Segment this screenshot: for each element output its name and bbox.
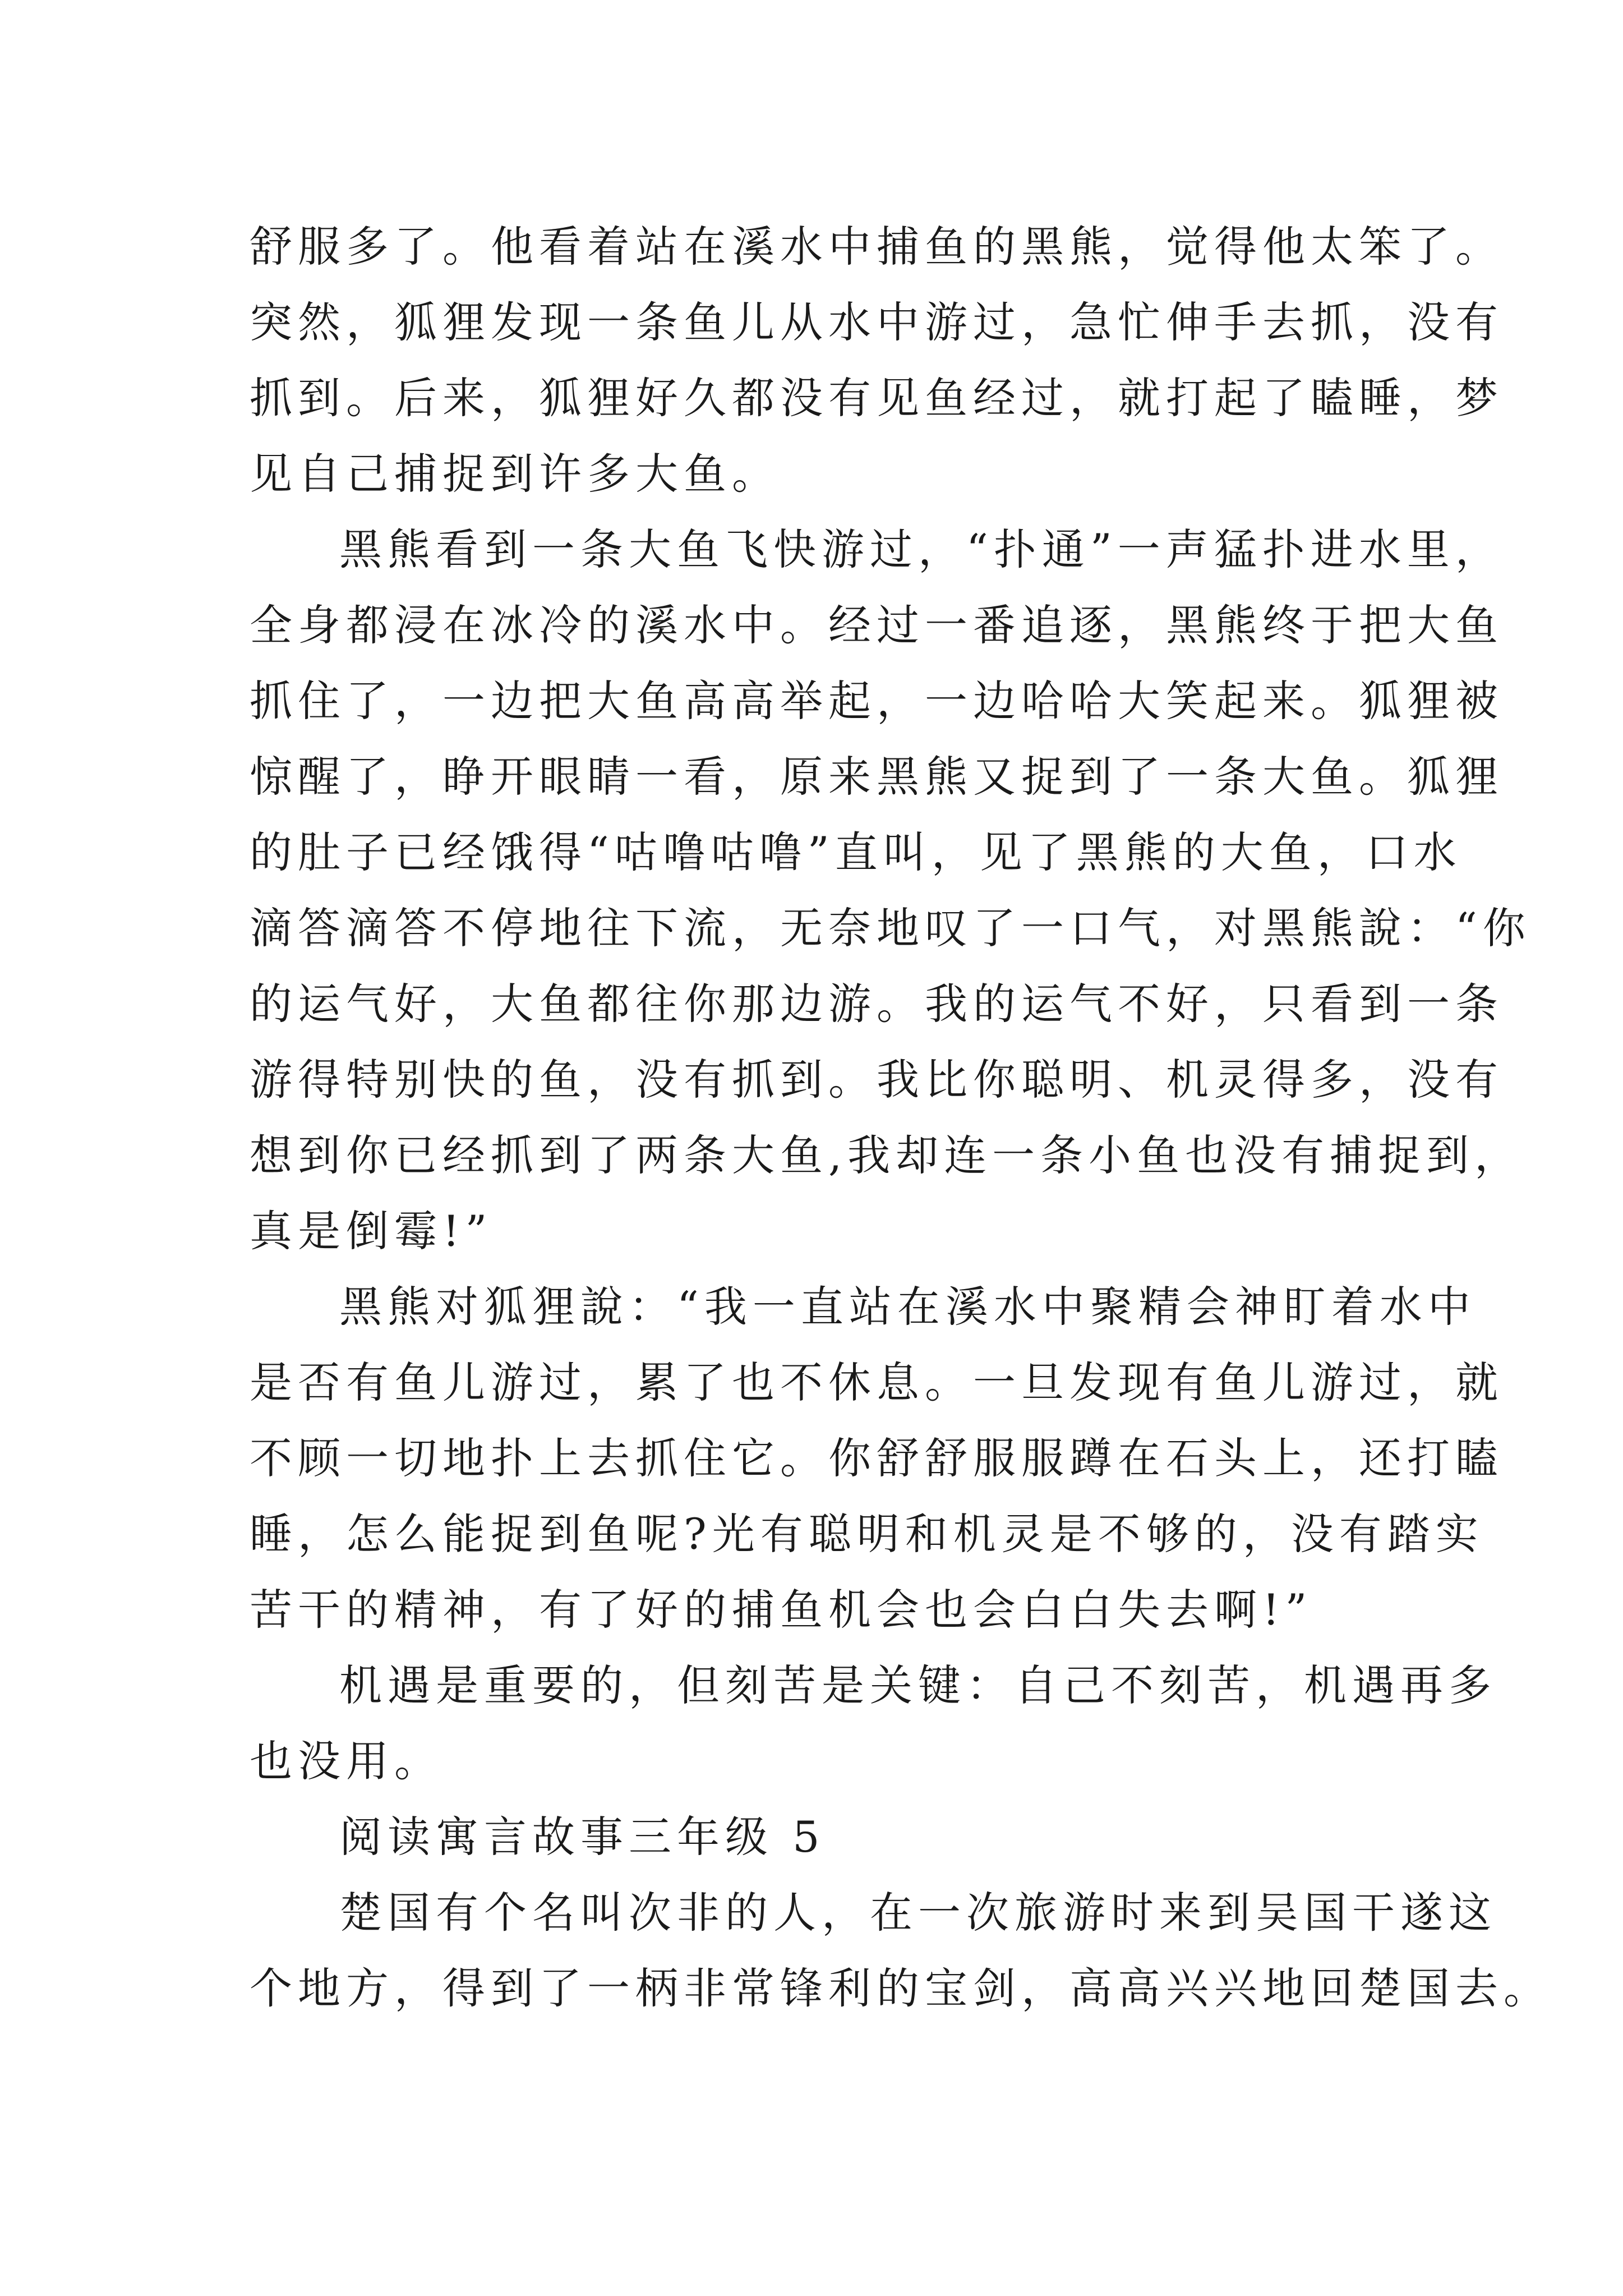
text-line: 滴答滴答不停地往下流，无奈地叹了一口气，对黑熊說：“你 — [250, 903, 1531, 953]
text-line: 真是倒霉!” — [250, 1206, 493, 1256]
paragraph-first-line: 黑熊看到一条大鱼飞快游过，“扑通”一声猛扑进水里， — [339, 524, 1504, 574]
paragraph-first-line: 机遇是重要的，但刻苦是关键：自己不刻苦，机遇再多 — [339, 1660, 1497, 1710]
text-line: 不顾一切地扑上去抓住它。你舒舒服服蹲在石头上，还打瞌 — [250, 1433, 1504, 1483]
text-line: 抓住了，一边把大鱼高高举起，一边哈哈大笑起来。狐狸被 — [250, 676, 1504, 726]
text-line: 见自己捕捉到许多大鱼。 — [250, 449, 780, 499]
paragraph-first-line: 黑熊对狐狸說：“我一直站在溪水中聚精会神盯着水中 — [339, 1282, 1476, 1332]
text-line: 睡，怎么能捉到鱼呢?光有聪明和机灵是不够的，没有踏实 — [250, 1509, 1484, 1559]
text-line: 也没用。 — [250, 1736, 442, 1786]
text-line: 的运气好，大鱼都往你那边游。我的运气不好，只看到一条 — [250, 979, 1504, 1029]
section-heading: 阅读寓言故事三年级 5 — [339, 1812, 826, 1862]
text-line: 苦干的精神，有了好的捕鱼机会也会白白失去啊!” — [250, 1585, 1313, 1635]
text-line: 游得特别快的鱼，没有抓到。我比你聪明、机灵得多，没有 — [250, 1055, 1504, 1105]
text-line: 惊醒了，睁开眼睛一看，原来黑熊又捉到了一条大鱼。狐狸 — [250, 752, 1504, 802]
text-line: 抓到。后来，狐狸好久都没有见鱼经过，就打起了瞌睡，梦 — [250, 373, 1504, 423]
paragraph-first-line: 楚国有个名叫次非的人，在一次旅游时来到吴国干遂这 — [339, 1888, 1497, 1938]
text-line: 全身都浸在冰冷的溪水中。经过一番追逐，黑熊终于把大鱼 — [250, 600, 1504, 650]
text-line: 的肚子已经饿得“咕噜咕噜”直叫，见了黑熊的大鱼，口水 — [250, 827, 1462, 877]
text-line: 是否有鱼儿游过，累了也不休息。一旦发现有鱼儿游过，就 — [250, 1358, 1504, 1407]
text-line: 舒服多了。他看着站在溪水中捕鱼的黑熊，觉得他太笨了。 — [250, 222, 1504, 272]
text-line: 突然，狐狸发现一条鱼儿从水中游过，急忙伸手去抓，没有 — [250, 297, 1504, 347]
text-line: 想到你已经抓到了两条大鱼,我却连一条小鱼也没有捕捉到， — [250, 1130, 1523, 1180]
text-line: 个地方，得到了一柄非常锋利的宝剑，高高兴兴地回楚国去。 — [250, 1963, 1552, 2013]
